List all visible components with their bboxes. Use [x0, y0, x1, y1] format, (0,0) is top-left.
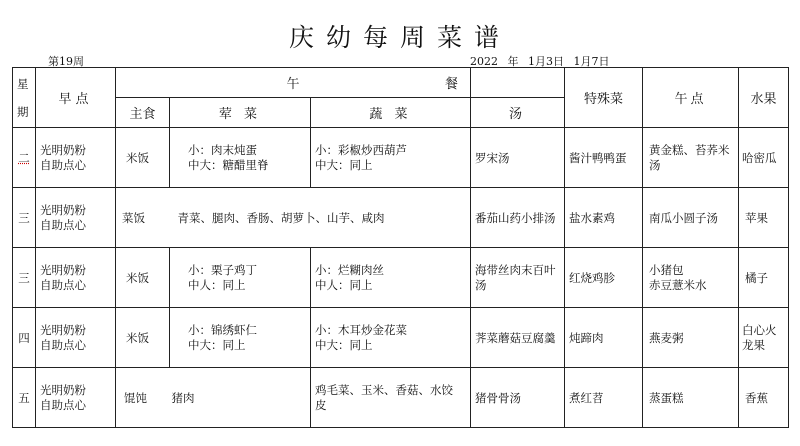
- week-number: 第19周: [48, 55, 84, 68]
- breakfast-item: 自助点心: [40, 217, 86, 232]
- breakfast-item: 自助点心: [40, 157, 86, 172]
- veg-item: 中人：同上: [315, 277, 373, 292]
- snack-cell: [643, 128, 739, 188]
- meat-item: 中人：同上: [188, 277, 246, 292]
- snack-item: 南瓜小圆子汤: [649, 210, 718, 225]
- special-cell: [565, 248, 643, 308]
- meat-item: 小：栗子鸡丁: [188, 262, 257, 277]
- fruit-cell: [739, 128, 789, 188]
- snack-cell: [643, 308, 739, 368]
- lunch-header-left: [116, 68, 471, 98]
- fruit-item: 橘子: [745, 270, 768, 285]
- breakfast-item: 光明奶粉: [40, 322, 86, 337]
- soup-item: 番茄山药小排汤: [475, 210, 556, 225]
- breakfast-item: 自助点心: [40, 277, 86, 292]
- veg-cell: [311, 128, 471, 188]
- weekday-header-bottom: 期: [17, 104, 29, 119]
- mixed-dish-cell: [170, 188, 471, 248]
- staple-cell: [116, 308, 170, 368]
- staple-cell: [116, 188, 170, 248]
- weekday-label: 二: [18, 150, 30, 165]
- staple-cell: [116, 368, 170, 428]
- special-cell: [565, 188, 643, 248]
- fruit-header-label: 水果: [750, 92, 777, 107]
- weekday-cell: [13, 128, 36, 188]
- special-item: 盐水素鸡: [569, 210, 615, 225]
- special-cell: [565, 308, 643, 368]
- soup-cell: [471, 128, 565, 188]
- snack-item: 小猪包: [649, 262, 684, 277]
- breakfast-item: 光明奶粉: [40, 202, 86, 217]
- veg-cell: [311, 368, 471, 428]
- veg-cell: [311, 308, 471, 368]
- weekday-cell: [13, 248, 36, 308]
- lunch-header-left-label: 午: [286, 77, 300, 92]
- snack-header: [643, 68, 739, 128]
- weekday-cell: [13, 368, 36, 428]
- fruit-item: 哈密瓜: [742, 150, 777, 165]
- meat-item: 中大：同上: [188, 337, 246, 352]
- special-item: 煮红苕: [569, 390, 604, 405]
- weekday-label: 五: [18, 390, 30, 405]
- veg-item: 中大：同上: [315, 337, 373, 352]
- special-item: 炖蹄肉: [569, 330, 604, 345]
- fruit-cell: [739, 368, 789, 428]
- lunch-header-right: [445, 68, 565, 98]
- breakfast-cell: [36, 128, 116, 188]
- header-row-1: [13, 68, 789, 98]
- weekday-cell: [13, 188, 36, 248]
- special-dish-header-label: 特殊菜: [583, 92, 623, 107]
- weekday-label: 三: [18, 270, 30, 285]
- staple-item: 馄饨: [124, 390, 147, 405]
- fruit-cell: [739, 188, 789, 248]
- page-title: 庆幼每周菜谱: [288, 23, 511, 52]
- snack-cell: [643, 368, 739, 428]
- table-row: [13, 128, 789, 188]
- staple-header-label: 主食: [129, 107, 156, 122]
- breakfast-item: 自助点心: [40, 337, 86, 352]
- fruit-header: [739, 68, 789, 128]
- soup-header: [471, 98, 565, 128]
- veg-header: [311, 98, 471, 128]
- snack-item: 赤豆薏米水: [649, 277, 707, 292]
- weekday-label: 四: [18, 330, 30, 345]
- meat-cell: [170, 368, 311, 428]
- special-item: 酱汁鸭鸭蛋: [569, 150, 627, 165]
- veg-cell: [311, 248, 471, 308]
- staple-item: 菜饭: [122, 210, 145, 225]
- meat-item: 中大：糖醋里脊: [188, 157, 269, 172]
- soup-cell: [471, 248, 565, 308]
- snack-header-label: 午点: [674, 92, 707, 107]
- soup-item: 海带丝肉末百叶汤: [475, 262, 556, 292]
- breakfast-cell: [36, 308, 116, 368]
- staple-item: 米饭: [126, 270, 149, 285]
- special-cell: [565, 128, 643, 188]
- breakfast-header: [36, 68, 116, 128]
- weekday-cell: [13, 308, 36, 368]
- breakfast-item: 光明奶粉: [40, 382, 86, 397]
- snack-cell: [643, 188, 739, 248]
- staple-cell: [116, 248, 170, 308]
- soup-item: 猪骨骨汤: [475, 390, 521, 405]
- breakfast-item: 光明奶粉: [40, 262, 86, 277]
- snack-cell: [643, 248, 739, 308]
- special-item: 红烧鸡胗: [569, 270, 615, 285]
- meat-header: [170, 98, 311, 128]
- soup-item: 荠菜蘑菇豆腐羹: [475, 330, 556, 345]
- meat-item: 猪肉: [171, 390, 195, 405]
- breakfast-item: 自助点心: [40, 397, 86, 412]
- special-cell: [565, 368, 643, 428]
- breakfast-header-label: 早点: [58, 92, 93, 107]
- special-dish-header: [565, 68, 643, 128]
- staple-item: 米饭: [126, 150, 149, 165]
- meat-cell: [170, 248, 311, 308]
- breakfast-cell: [36, 188, 116, 248]
- table-row: [13, 368, 789, 428]
- weekday-header-top: 星: [17, 76, 29, 91]
- veg-item: 小：烂糊肉丝: [315, 262, 384, 277]
- snack-item: 蒸蛋糕: [649, 390, 684, 405]
- fruit-item: 香蕉: [745, 390, 768, 405]
- table-row: [13, 308, 789, 368]
- lunch-header-right-label: 餐: [445, 77, 459, 92]
- veg-item: 皮: [315, 397, 327, 412]
- staple-cell: [116, 128, 170, 188]
- fruit-item: 龙果: [742, 337, 765, 352]
- soup-item: 罗宋汤: [475, 150, 510, 165]
- soup-cell: [471, 188, 565, 248]
- menu-table: [12, 67, 789, 428]
- meat-header-label: 荤 菜: [218, 107, 262, 122]
- snack-item: 黄金糕、苔荞米汤: [649, 142, 730, 172]
- breakfast-item: 光明奶粉: [40, 142, 86, 157]
- soup-cell: [471, 368, 565, 428]
- meat-cell: [170, 128, 311, 188]
- fruit-cell: [739, 308, 789, 368]
- weekday-header-cell: [13, 68, 36, 128]
- soup-header-label: 汤: [509, 107, 523, 122]
- fruit-item: 白心火: [742, 322, 777, 337]
- mixed-dish-item: 青菜、腿肉、香肠、胡萝卜、山芋、咸肉: [177, 210, 385, 225]
- fruit-item: 苹果: [745, 210, 768, 225]
- meat-item: 小：锦绣虾仁: [188, 322, 257, 337]
- veg-item: 小：彩椒炒西葫芦: [315, 142, 407, 157]
- table-row: [13, 248, 789, 308]
- staple-item: 米饭: [126, 330, 149, 345]
- weekday-label: 三: [18, 210, 30, 225]
- meat-item: 小：肉末炖蛋: [188, 142, 257, 157]
- breakfast-cell: [36, 368, 116, 428]
- breakfast-cell: [36, 248, 116, 308]
- veg-item: 鸡毛菜、玉米、香菇、水饺: [315, 382, 453, 397]
- fruit-cell: [739, 248, 789, 308]
- snack-item: 燕麦粥: [649, 330, 684, 345]
- date-range: 2022 年 1月3日 1月7日: [470, 55, 610, 68]
- veg-item: 小：木耳炒金花菜: [315, 322, 407, 337]
- staple-header: [116, 98, 170, 128]
- veg-item: 中大：同上: [315, 157, 373, 172]
- veg-header-label: 蔬 菜: [369, 107, 412, 122]
- meat-cell: [170, 308, 311, 368]
- table-row: [13, 188, 789, 248]
- soup-cell: [471, 308, 565, 368]
